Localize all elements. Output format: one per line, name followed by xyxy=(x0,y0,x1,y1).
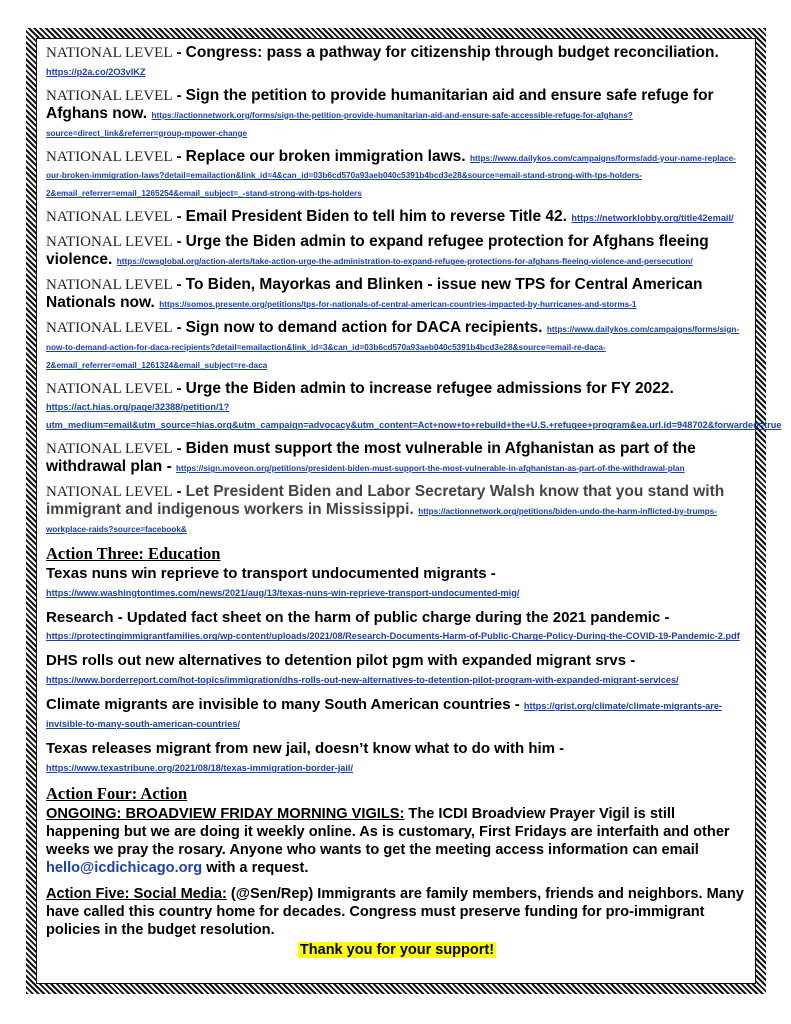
level-separator: - xyxy=(172,234,186,251)
education-title: Texas releases migrant from new jail, doesn’t know what to do with him - xyxy=(46,740,565,757)
level-separator: - xyxy=(172,441,186,458)
national-level-item xyxy=(46,148,748,202)
action-title: Congress: pass a pathway for citizenship through budget reconciliation. xyxy=(185,44,719,61)
level-label: NATIONAL LEVEL xyxy=(46,380,173,397)
action-title: Urge the Biden admin to expand refugee protection for Afghans fleeing violence. xyxy=(46,233,709,269)
vigil-label: ONGOING: BROADVIEW FRIDAY MORNING VIGILS: xyxy=(46,805,405,822)
national-level-item xyxy=(46,44,748,80)
national-level-item xyxy=(46,483,748,537)
email-address[interactable]: hello@icdichicago.org xyxy=(46,860,203,877)
thanks-highlight: Thank you for your support! xyxy=(299,942,495,959)
education-link[interactable]: https://grist.org/climate/climate-migrants-are-invisible-to-many-south-american-countries/ xyxy=(46,701,722,730)
education-title: Texas nuns win reprieve to transport undocumented migrants - xyxy=(46,564,496,582)
level-label: NATIONAL LEVEL xyxy=(46,87,173,104)
national-level-list xyxy=(46,44,782,537)
action-title: Replace our broken immigration laws. xyxy=(185,147,466,165)
action-link[interactable]: https://sign.moveon.org/petitions/president-biden-must-support-the-most-vulnerable-in-afghanistan-as-part-of-the-withdrawal-plan xyxy=(176,464,685,474)
action-link[interactable]: https://www.dailykos.com/campaigns/forms/sign-now-to-demand-action-for-daca-recipients?detail=emailaction&link_id=3&can_id=03b6cd570a93aeb040c5391b4bcd3e28&source=email-re-daca-2&email_referrer=email_1261324&email_subject=re-daca xyxy=(46,324,740,370)
action-four-heading: Action Four: Action xyxy=(46,783,188,803)
action-title: Let President Biden and Labor Secretary Walsh know that you stand with immigrant and indigenous workers in Mississippi. xyxy=(46,483,725,518)
vigil-text: The ICDI Broadview Prayer Vigil is still happening but we are doing it weekly online. As is customary, First Fridays are interfaith and other weeks we pray the rosary. Anyone who wants to get the meeting access information can email xyxy=(46,805,730,858)
level-label: NATIONAL LEVEL xyxy=(46,319,173,336)
action-link[interactable]: https://networklobby.org/title42email/ xyxy=(571,213,734,224)
national-level-item xyxy=(46,440,748,476)
education-link[interactable]: https://www.texastribune.org/2021/08/18/texas-immigration-border-jail/ xyxy=(46,762,354,773)
action-title: Sign the petition to provide humanitarian aid and ensure safe refuge for Afghans now. xyxy=(46,86,714,122)
education-list xyxy=(46,565,748,776)
education-link[interactable]: https://www.borderreport.com/hot-topics/immigration/dhs-rolls-out-new-alternatives-to-detention-pilot-program-with-expanded-migrant-services/ xyxy=(46,675,679,686)
action-title: To Biden, Mayorkas and Blinken - issue new TPS for Central American Nationals now. xyxy=(46,275,703,311)
action-title: Urge the Biden admin to increase refugee admissions for FY 2022. xyxy=(185,379,674,397)
social-media-text: (@Sen/Rep) Immigrants are family members, friends and neighbors. Many have called this country home for decades. Congress must preserve funding for pro-immigrant policies in the budget resolution. xyxy=(46,886,744,939)
level-label: NATIONAL LEVEL xyxy=(46,209,173,226)
education-item xyxy=(46,696,748,732)
level-separator: - xyxy=(172,276,186,293)
national-level-item xyxy=(46,319,748,373)
education-item xyxy=(46,652,748,688)
action-link[interactable]: https://actionnetwork.org/forms/sign-the-petition-provide-humanitarian-aid-and-ensure-safe-accessible-refuge-for-afghans?source=direct_link&referrer=group-mpower-change xyxy=(46,110,633,138)
level-separator: - xyxy=(172,45,186,61)
level-label: NATIONAL LEVEL xyxy=(46,148,173,165)
vigil-text-end: with a request. xyxy=(202,860,309,877)
level-label: NATIONAL LEVEL xyxy=(46,484,173,501)
level-separator: - xyxy=(172,209,186,226)
social-media-label: Action Five: Social Media: xyxy=(46,886,227,903)
newsletter-content xyxy=(46,44,782,959)
national-level-item xyxy=(46,379,782,434)
level-label: NATIONAL LEVEL xyxy=(46,234,173,251)
action-link[interactable]: https://act.hias.org/page/32388/petition/1?utm_medium=email&utm_source=hias.org&utm_campaign=advocacy&utm_content=Act+now+to+rebuild+the+U.S.+refugee+program&ea.url.id=948702&forwarded=true xyxy=(46,402,782,431)
level-separator: - xyxy=(172,380,186,397)
action-title: Email President Biden to tell him to reverse Title 42. xyxy=(185,208,567,226)
action-link[interactable]: https://somos.presente.org/petitions/tps-for-nationals-of-central-american-countries-impacted-by-hurricanes-and-storms-1 xyxy=(159,299,637,309)
education-item xyxy=(46,565,748,601)
education-link[interactable]: https://www.washingtontimes.com/news/2021/aug/13/texas-nuns-win-reprieve-transport-undocumented-mig/ xyxy=(46,587,520,598)
level-separator: - xyxy=(172,148,186,165)
level-label: NATIONAL LEVEL xyxy=(46,441,173,458)
national-level-item xyxy=(46,233,748,269)
national-level-item xyxy=(46,208,748,226)
action-link[interactable]: https://actionnetwork.org/petitions/biden-undo-the-harm-inflicted-by-trumps-workplace-raids?source=facebook& xyxy=(46,506,718,534)
action-link[interactable]: https://p2a.co/2O3vIKZ xyxy=(46,66,146,77)
education-item xyxy=(46,740,748,776)
thanks-line xyxy=(46,941,748,959)
action-title: Sign now to demand action for DACA recipients. xyxy=(185,318,543,336)
education-title: Climate migrants are invisible to many South American countries - xyxy=(46,696,524,714)
education-link[interactable]: https://protectingimmigrantfamilies.org/wp-content/uploads/2021/08/Research-Documents-Harm-of-Public-Charge-Policy-During-the-COVID-19-Pandemic-2.pdf xyxy=(46,631,740,642)
vigil-paragraph xyxy=(46,805,748,877)
education-title: Research - Updated fact sheet on the harm of public charge during the 2021 pandemic - xyxy=(46,608,670,626)
social-media-paragraph xyxy=(46,885,748,939)
level-separator: - xyxy=(172,484,186,501)
level-separator: - xyxy=(172,319,186,336)
education-heading: Action Three: Education xyxy=(46,543,221,563)
education-title: DHS rolls out new alternatives to detention pilot pgm with expanded migrant srvs - xyxy=(46,652,636,670)
level-label: NATIONAL LEVEL xyxy=(46,276,173,293)
action-title: Biden must support the most vulnerable in Afghanistan as part of the withdrawal plan - xyxy=(46,440,696,476)
level-label: NATIONAL LEVEL xyxy=(46,45,173,61)
national-level-item xyxy=(46,276,748,312)
action-link[interactable]: https://cwsglobal.org/action-alerts/take-action-urge-the-administration-to-expand-refugee-protections-for-afghans-fleeing-violence-and-persecution/ xyxy=(116,257,693,267)
level-separator: - xyxy=(172,87,186,104)
education-item xyxy=(46,609,748,645)
national-level-item xyxy=(46,87,748,141)
action-link[interactable]: https://www.dailykos.com/campaigns/forms/add-your-name-replace-our-broken-immigration-laws?detail=emailaction&link_id=4&can_id=03b6cd570a93aeb040c5391b4bcd3e28&source=email-stand-strong-with-tps-holders-2&email_referrer=email_1265254&email_subject=_-stand-strong-with-tps-holders xyxy=(46,153,736,199)
